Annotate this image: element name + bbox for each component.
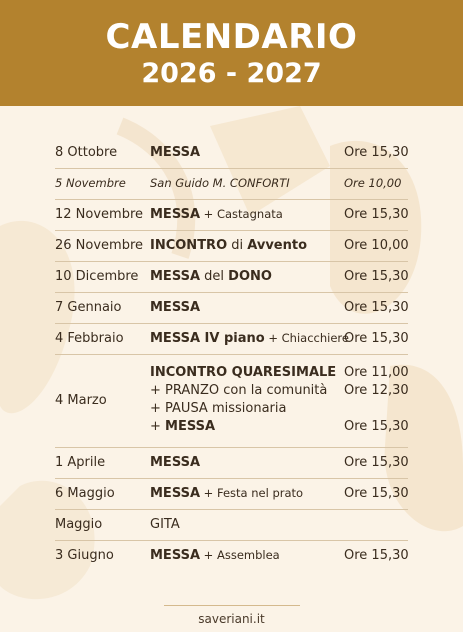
table-row xyxy=(55,292,408,324)
row-time: Ore 15,30 xyxy=(344,547,409,563)
row-date: 7 Gennaio xyxy=(55,299,122,315)
row-time: Ore 15,30 xyxy=(344,299,409,315)
event-text: INCONTRO xyxy=(150,237,228,253)
row-date: 4 Marzo xyxy=(55,392,107,408)
event-text: MESSA xyxy=(165,419,216,434)
row-event xyxy=(150,401,286,416)
row-time: Ore 10,00 xyxy=(344,175,402,190)
event-text: + xyxy=(150,419,166,434)
event-text: del xyxy=(200,268,229,284)
table-row xyxy=(55,478,408,510)
row-date: 12 Novembre xyxy=(55,206,144,222)
page-title: CALENDARIO xyxy=(105,17,358,57)
table-row xyxy=(55,540,408,571)
table-row xyxy=(55,447,408,479)
row-event xyxy=(150,419,215,434)
event-text: MESSA xyxy=(150,485,201,501)
table-row xyxy=(55,323,408,355)
row-event xyxy=(150,145,200,160)
row-event xyxy=(150,383,327,398)
table-row xyxy=(55,199,408,231)
row-event xyxy=(150,269,272,284)
event-text: + PRANZO con la comunità xyxy=(150,383,328,398)
event-text: Avvento xyxy=(247,237,308,253)
table-row xyxy=(55,230,408,262)
row-event xyxy=(150,331,349,346)
row-date: 5 Novembre xyxy=(55,175,126,190)
row-event xyxy=(150,455,200,470)
table-row xyxy=(55,354,408,448)
row-date: 10 Dicembre xyxy=(55,268,139,284)
table-row xyxy=(55,168,408,200)
row-event xyxy=(150,207,283,222)
row-time: Ore 15,30 xyxy=(344,268,409,284)
row-date: 6 Maggio xyxy=(55,485,115,501)
table-row xyxy=(55,261,408,293)
table-row xyxy=(55,137,408,169)
table-row xyxy=(55,509,408,541)
event-text: MESSA xyxy=(150,299,201,315)
event-text: MESSA xyxy=(150,454,201,470)
row-time: Ore 15,30 xyxy=(344,330,409,346)
row-date: 4 Febbraio xyxy=(55,330,124,346)
event-text: + Assemblea xyxy=(200,547,280,562)
row-time: Ore 15,30 xyxy=(344,206,409,222)
event-text: + PAUSA missionaria xyxy=(150,401,287,416)
event-text: di xyxy=(227,237,248,253)
row-time: Ore 12,30 xyxy=(344,383,409,398)
row-date: 3 Giugno xyxy=(55,547,114,563)
row-event xyxy=(150,486,303,501)
event-text: MESSA xyxy=(150,144,201,160)
footer-site: saveriani.it xyxy=(198,612,265,626)
row-event xyxy=(150,238,307,253)
row-time: Ore 15,30 xyxy=(344,144,409,160)
row-time: Ore 15,30 xyxy=(344,419,409,434)
event-text: MESSA xyxy=(150,547,201,563)
page-subtitle: 2026 - 2027 xyxy=(141,58,322,89)
event-text: DONO xyxy=(228,268,272,284)
row-event xyxy=(150,517,180,532)
footer-divider xyxy=(164,605,300,606)
row-event xyxy=(150,548,280,563)
event-text: + Chiacchiere xyxy=(264,330,349,345)
row-time: Ore 11,00 xyxy=(344,365,409,380)
row-date: Maggio xyxy=(55,516,103,532)
event-text: San Guido M. CONFORTI xyxy=(150,175,290,190)
row-date: 1 Aprile xyxy=(55,454,106,470)
event-text: + Castagnata xyxy=(200,206,283,221)
header-banner xyxy=(0,0,463,106)
event-text: + Festa nel prato xyxy=(200,485,304,500)
event-text: MESSA xyxy=(150,268,201,284)
row-date: 8 Ottobre xyxy=(55,144,118,160)
event-text: INCONTRO QUARESIMALE xyxy=(150,365,337,380)
event-text: MESSA xyxy=(150,206,201,222)
row-time: Ore 10,00 xyxy=(344,237,409,253)
row-event xyxy=(150,300,200,315)
event-text: GITA xyxy=(150,516,180,532)
event-text: MESSA IV piano xyxy=(150,330,265,346)
row-date: 26 Novembre xyxy=(55,237,144,253)
row-event xyxy=(150,176,290,190)
row-event xyxy=(150,365,336,380)
row-time: Ore 15,30 xyxy=(344,454,409,470)
row-time: Ore 15,30 xyxy=(344,485,409,501)
